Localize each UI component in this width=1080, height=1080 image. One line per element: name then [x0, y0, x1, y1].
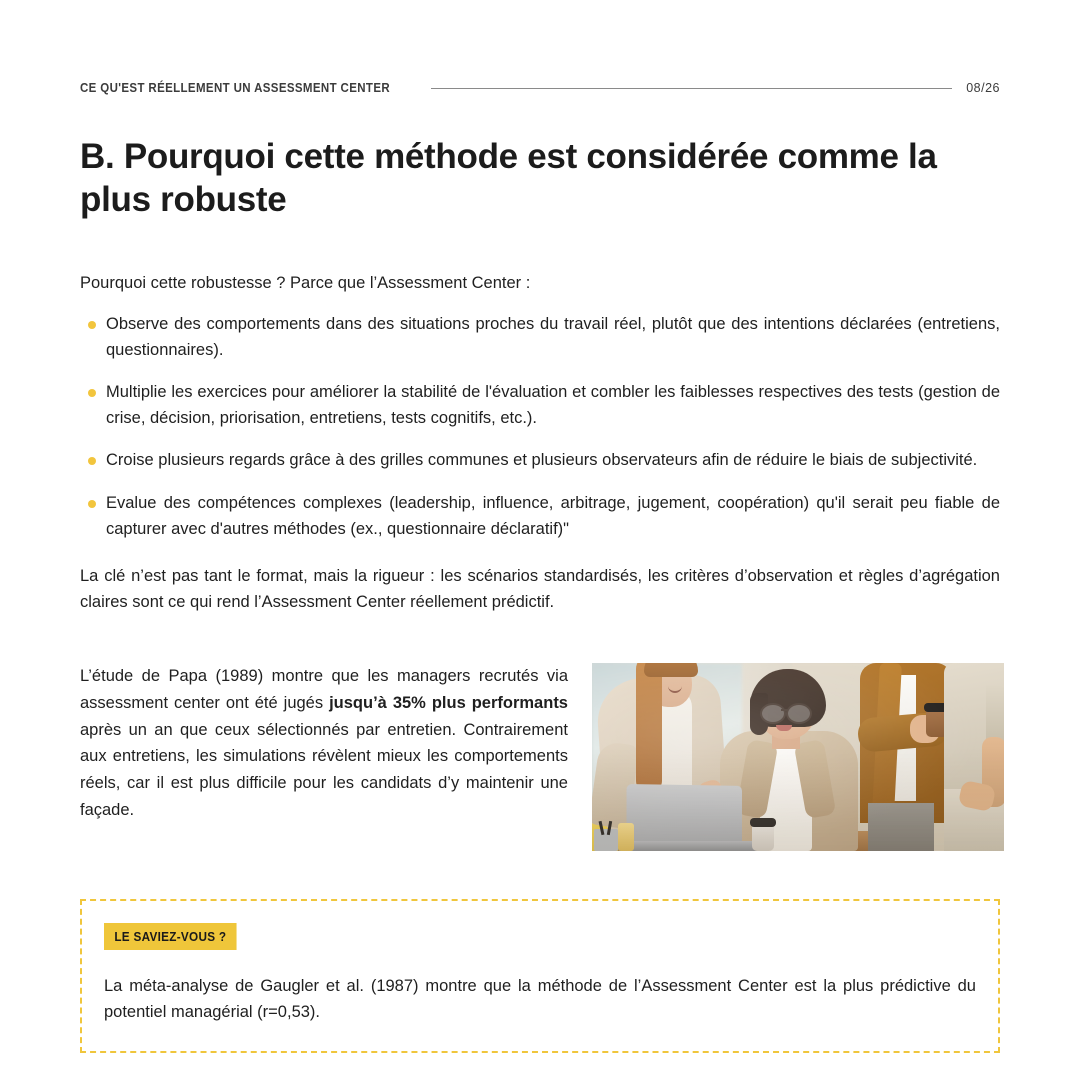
bullet-dot-icon [88, 389, 96, 397]
study-text-highlight: jusqu’à 35% plus performants [329, 693, 568, 712]
bullet-dot-icon [88, 457, 96, 465]
list-item [80, 491, 1000, 542]
bullet-dot-icon [88, 321, 96, 329]
status-badge: LE SAVIEZ-VOUS ? [104, 923, 237, 950]
list-item-label: Multiplie les exercices pour améliorer la stabilité de l'évaluation et combler les faiblesses respectives des tests (gestion de crise, décision, priorisation, entretiens, tests cognitifs, etc.). [106, 383, 1000, 427]
team-photo [592, 663, 1004, 851]
list-item-label: Evalue des compétences complexes (leadership, influence, arbitrage, jugement, coopération) qu'il serait peu fiable de capturer avec d'autres méthodes (ex., questionnaire déclaratif)" [106, 493, 1000, 538]
lead-paragraph: Pourquoi cette robustesse ? Parce que l’Assessment Center : [80, 274, 531, 293]
list-item-label: Observe des comportements dans des situations proches du travail réel, plutôt que des intentions déclarées (entretiens, questionnaires). [106, 315, 1000, 359]
running-header [80, 0, 1000, 98]
list-item-label: Croise plusieurs regards grâce à des grilles communes et plusieurs observateurs afin de réduire le biais de subjectivité. [106, 451, 978, 470]
header-divider-rule [431, 88, 952, 89]
bullet-dot-icon [88, 500, 96, 508]
study-text-part-2: après un an que ceux sélectionnés par entretien. Contrairement aux entretiens, les simulations révèlent mieux les comportements réels, car il est plus difficile pour les candidats d’y maintenir une façade. [80, 720, 568, 819]
did-you-know-callout [80, 899, 1000, 1053]
study-paragraph [80, 663, 568, 823]
reasons-bullet-list [80, 312, 1000, 542]
study-text-part-1: L’étude de Papa (1989) montre que les managers recrutés via assessment center ont été jugés [80, 667, 568, 712]
list-item [80, 380, 1000, 431]
page-number: 08/26 [966, 81, 1000, 95]
page-title: B. Pourquoi cette méthode est considérée comme la plus robuste [80, 137, 937, 219]
callout-text: La méta-analyse de Gaugler et al. (1987) montre que la méthode de l’Assessment Center est la plus prédictive du potentiel managérial (r=0,53). [104, 977, 976, 1021]
list-item [80, 448, 1000, 474]
photo-tone-overlay [592, 663, 1004, 851]
list-item [80, 312, 1000, 363]
running-header-title: CE QU'EST RÉELLEMENT UN ASSESSMENT CENTER [80, 81, 391, 95]
closing-paragraph: La clé n’est pas tant le format, mais la rigueur : les scénarios standardisés, les critères d’observation et règles d’agrégation claires sont ce qui rend l’Assessment Center réellement prédictif. [80, 567, 1000, 611]
study-block [80, 663, 1000, 851]
